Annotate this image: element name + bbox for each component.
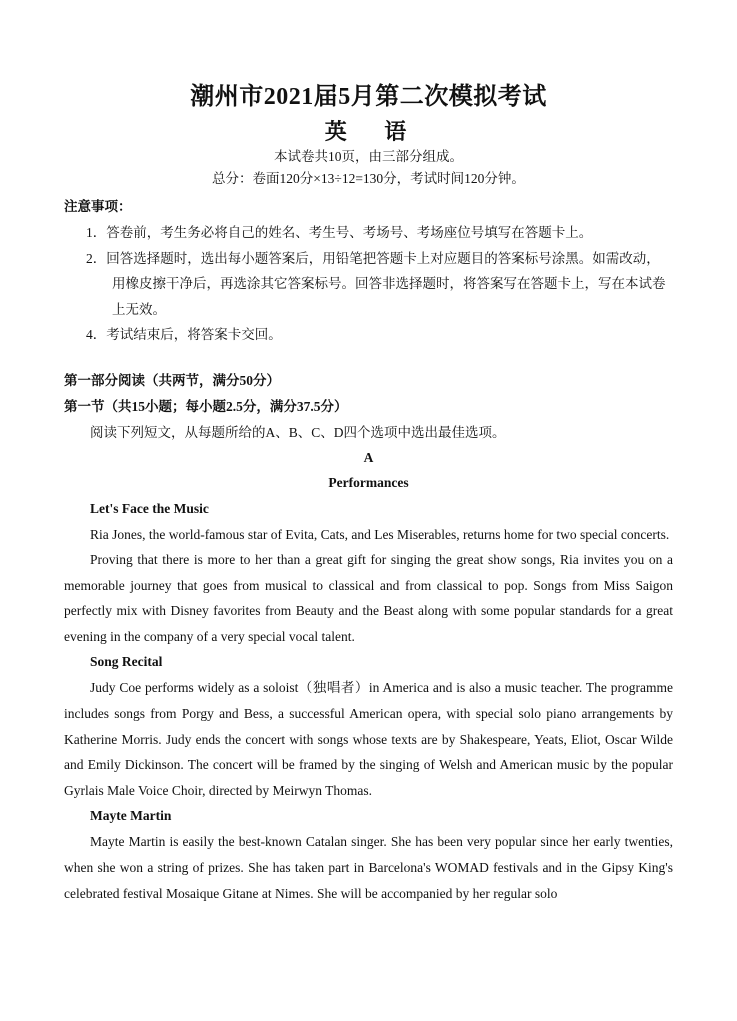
part1-section (64, 368, 673, 907)
performance-block (64, 803, 673, 906)
passage-title: Performances (328, 475, 409, 490)
exam-info-pages: 本试卷共10页，由三部分组成。 (274, 149, 463, 164)
passage-paragraph: Judy Coe performs widely as a soloist（独唱者）in America and is also a music teacher. The programme includes songs from Porgy and Bess, a successful American opera, with special solo piano arrangements by Katherine Morris. Judy ends the concert with songs whose texts are by Shakespeare, Yeats, Eliot, Oscar Wilde and Emily Dickinson. The concert will be framed by the singing of Welsh and American music by the popular Gyrlais Male Voice Choir, directed by Meirwyn Thomas. (64, 680, 673, 798)
part1-heading: 第一部分阅读（共两节，满分50分） (64, 372, 280, 388)
subject-title: 英 语 (324, 119, 413, 144)
reading-instruction: 阅读下列短文，从每题所给的A、B、C、D四个选项中选出最佳选项。 (90, 424, 506, 440)
notice-item: 1．答卷前，考生务必将自己的姓名、考生号、考场号、考场座位号填写在答题卡上。 (86, 225, 593, 240)
notice-item: 2．回答选择题时，选出每小题答案后，用铅笔把答题卡上对应题目的答案标号涂黑。如需改动，用橡皮擦干净后，再选涂其它答案标号。回答非选择题时，将答案写在答题卡上，写在本试卷上无效。 (86, 250, 666, 317)
performance-block (64, 649, 673, 803)
performance-heading: Song Recital (90, 654, 163, 670)
passage-paragraph: Mayte Martin is easily the best-known Catalan singer. She has been very popular since her early twenties, when she won a string of prizes. She has taken part in Barcelona's WOMAD festivals and in the Gipsy King's celebrated festival Mosaique Gitane at Nimes. She will be accompanied by her regular solo (64, 834, 673, 901)
section1-heading: 第一节（共15小题；每小题2.5分，满分37.5分） (64, 398, 348, 414)
passage-paragraph: Ria Jones, the world-famous star of Evita, Cats, and Les Miserables, returns home for two special concerts. (90, 526, 670, 542)
notice-section (64, 194, 673, 348)
performance-block (64, 496, 673, 650)
exam-title: 潮州市2021届5月第二次模拟考试 (190, 84, 547, 110)
performance-heading: Let's Face the Music (90, 500, 209, 516)
passage-paragraph: Proving that there is more to her than a great gift for singing the great show songs, Ria invites you on a memorable journey that goes from musical to classical and from classical to pop. Songs from Miss Saigon perfectly mix with Disney favorites from Beauty and the Beast along with some popular standards for a great evening in the company of a very special vocal talent. (64, 552, 673, 644)
notice-list (64, 220, 673, 348)
exam-info-score: 总分：卷面120分×13÷12=130分，考试时间120分钟。 (212, 171, 525, 186)
performance-heading: Mayte Martin (90, 808, 172, 824)
notice-item: 4．考试结束后，将答案卡交回。 (86, 327, 282, 342)
passage-letter: A (363, 449, 374, 465)
notice-title: 注意事项： (64, 199, 132, 214)
